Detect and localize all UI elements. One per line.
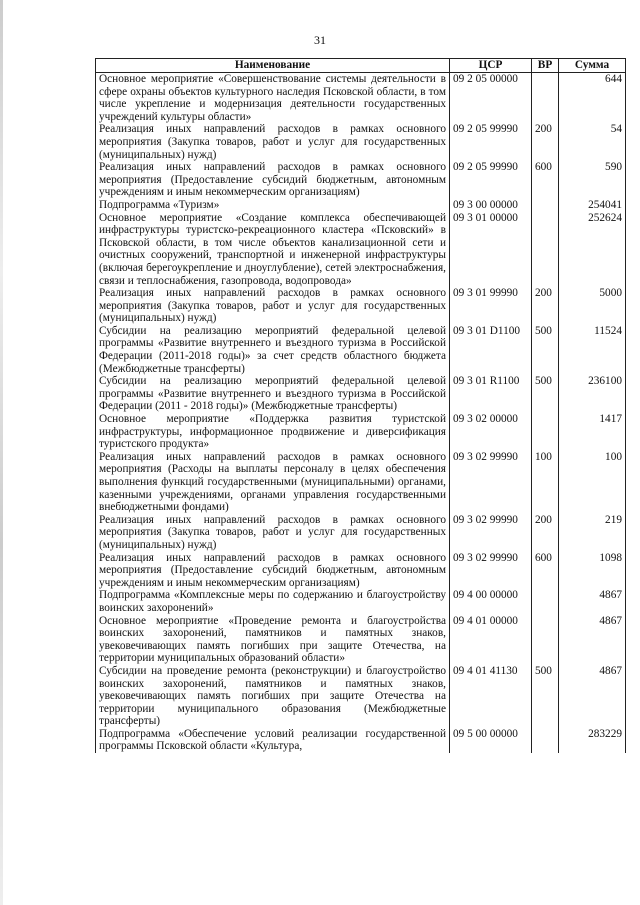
row-vr-cell [532, 212, 559, 288]
row-sum-cell: 11524 [559, 325, 626, 375]
table-row [96, 514, 626, 552]
table-row [96, 665, 626, 728]
row-sum-cell: 254041 [559, 199, 626, 212]
header-csr: ЦСР [450, 59, 532, 73]
row-sum-cell: 1098 [559, 552, 626, 590]
table-row [96, 73, 626, 124]
row-csr-cell: 09 3 02 99990 [450, 451, 532, 514]
table-row [96, 123, 626, 161]
table-row [96, 199, 626, 212]
row-sum-cell: 590 [559, 161, 626, 199]
row-csr-cell: 09 4 01 00000 [450, 615, 532, 665]
table-row [96, 589, 626, 614]
row-csr-cell: 09 3 01 R1100 [450, 375, 532, 413]
row-vr-cell: 200 [532, 287, 559, 325]
table-row [96, 413, 626, 451]
row-name-cell: Субсидии на проведение ремонта (реконструкции) и благоустройство воинских захоронений, памятников и памятных знаков, увековечивающих память погибших при защите Отечества на территории муниципального образования (Межбюджетные трансферты) [96, 665, 450, 728]
table-row [96, 615, 626, 665]
row-csr-cell: 09 2 05 00000 [450, 73, 532, 124]
scan-edge [0, 0, 3, 905]
row-vr-cell: 200 [532, 514, 559, 552]
row-name-cell: Субсидии на реализацию мероприятий федеральной целевой программы «Развитие внутреннего и въездного туризма в Российской Федерации (2011 - 2018 годы)» (Межбюджетные трансферты) [96, 375, 450, 413]
row-csr-cell: 09 3 02 99990 [450, 514, 532, 552]
row-csr-cell: 09 4 01 41130 [450, 665, 532, 728]
row-name-cell: Основное мероприятие «Совершенствование системы деятельности в сфере охраны объектов культурного наследия Псковской области, в том числе укрепление и модернизация деятельности государственных учреждений культуры области» [96, 73, 450, 124]
row-csr-cell: 09 2 05 99990 [450, 123, 532, 161]
row-csr-cell: 09 2 05 99990 [450, 161, 532, 199]
row-name-cell: Субсидии на реализацию мероприятий федеральной целевой программы «Развитие внутреннего и въездного туризма в Российской Федерации (2011-2018 годы)» за счет средств областного бюджета (Межбюджетные трансферты) [96, 325, 450, 375]
row-csr-cell: 09 3 02 00000 [450, 413, 532, 451]
row-csr-cell: 09 3 01 99990 [450, 287, 532, 325]
row-name-cell: Подпрограмма «Комплексные меры по содержанию и благоустройству воинских захоронений» [96, 589, 450, 614]
row-name-cell: Реализация иных направлений расходов в рамках основного мероприятия (Предоставление субсидий бюджетным, автономным учреждениям и иным некоммерческим организациям) [96, 552, 450, 590]
row-name-cell: Реализация иных направлений расходов в рамках основного мероприятия (Закупка товаров, работ и услуг для государственных (муниципальных) нужд) [96, 287, 450, 325]
row-name-cell: Реализация иных направлений расходов в рамках основного мероприятия (Закупка товаров, работ и услуг для государственных (муниципальных) нужд) [96, 514, 450, 552]
row-sum-cell: 283229 [559, 728, 626, 753]
row-sum-cell: 236100 [559, 375, 626, 413]
row-name-cell: Реализация иных направлений расходов в рамках основного мероприятия (Расходы на выплаты персоналу в целях обеспечения выполнения функций государственными (муниципальными) органами, казенными учреждениями, органами управления государственными внебюджетными фондами) [96, 451, 450, 514]
row-vr-cell [532, 199, 559, 212]
table-row [96, 375, 626, 413]
row-vr-cell: 500 [532, 325, 559, 375]
row-vr-cell [532, 413, 559, 451]
row-sum-cell: 4867 [559, 665, 626, 728]
row-vr-cell: 500 [532, 375, 559, 413]
row-name-cell: Основное мероприятие «Проведение ремонта и благоустройства воинских захоронений, памятников и памятных знаков, увековечивающих память погибших при защите Отечества, на территории муниципальных образований области» [96, 615, 450, 665]
row-csr-cell: 09 3 00 00000 [450, 199, 532, 212]
row-sum-cell: 252624 [559, 212, 626, 288]
row-name-cell: Подпрограмма «Туризм» [96, 199, 450, 212]
row-vr-cell: 600 [532, 552, 559, 590]
header-sum: Сумма [559, 59, 626, 73]
page-number: 31 [314, 33, 326, 47]
table-row [96, 325, 626, 375]
table-row [96, 287, 626, 325]
row-vr-cell: 100 [532, 451, 559, 514]
row-vr-cell [532, 589, 559, 614]
row-name-cell: Основное мероприятие «Создание комплекса обеспечивающей инфраструктуры туристско-рекреационного кластера «Псковский» в Псковской области, в том числе объектов канализационной сети и очистных сооружений, транспортной и инженерной инфраструктуры (включая берегоукрепление и дноуглубление), сетей электроснабжения, связи и теплоснабжения, газопровода, водопровода» [96, 212, 450, 288]
row-sum-cell: 5000 [559, 287, 626, 325]
table-row [96, 212, 626, 288]
row-csr-cell: 09 3 01 00000 [450, 212, 532, 288]
table-row [96, 161, 626, 199]
row-sum-cell: 4867 [559, 589, 626, 614]
row-csr-cell: 09 3 02 99990 [450, 552, 532, 590]
table-row [96, 451, 626, 514]
header-vr: ВР [532, 59, 559, 73]
row-csr-cell: 09 5 00 00000 [450, 728, 532, 753]
row-sum-cell: 1417 [559, 413, 626, 451]
row-sum-cell: 219 [559, 514, 626, 552]
table-header-row [96, 59, 626, 73]
header-name: Наименование [96, 59, 450, 73]
row-sum-cell: 644 [559, 73, 626, 124]
row-name-cell: Основное мероприятие «Поддержка развития туристской инфраструктуры, информационное продвижение и диверсификация туристского продукта» [96, 413, 450, 451]
row-vr-cell: 500 [532, 665, 559, 728]
row-sum-cell: 100 [559, 451, 626, 514]
row-vr-cell [532, 73, 559, 124]
table-row [96, 552, 626, 590]
row-vr-cell [532, 728, 559, 753]
row-name-cell: Подпрограмма «Обеспечение условий реализации государственной программы Псковской области «Культура, [96, 728, 450, 753]
table-row [96, 728, 626, 753]
row-name-cell: Реализация иных направлений расходов в рамках основного мероприятия (Закупка товаров, работ и услуг для государственных (муниципальных) нужд) [96, 123, 450, 161]
budget-table [95, 58, 626, 753]
row-vr-cell [532, 615, 559, 665]
row-name-cell: Реализация иных направлений расходов в рамках основного мероприятия (Предоставление субсидий бюджетным, автономным учреждениям и иным некоммерческим организациям) [96, 161, 450, 199]
row-vr-cell: 600 [532, 161, 559, 199]
row-vr-cell: 200 [532, 123, 559, 161]
row-csr-cell: 09 4 00 00000 [450, 589, 532, 614]
row-sum-cell: 4867 [559, 615, 626, 665]
row-csr-cell: 09 3 01 D1100 [450, 325, 532, 375]
row-sum-cell: 54 [559, 123, 626, 161]
